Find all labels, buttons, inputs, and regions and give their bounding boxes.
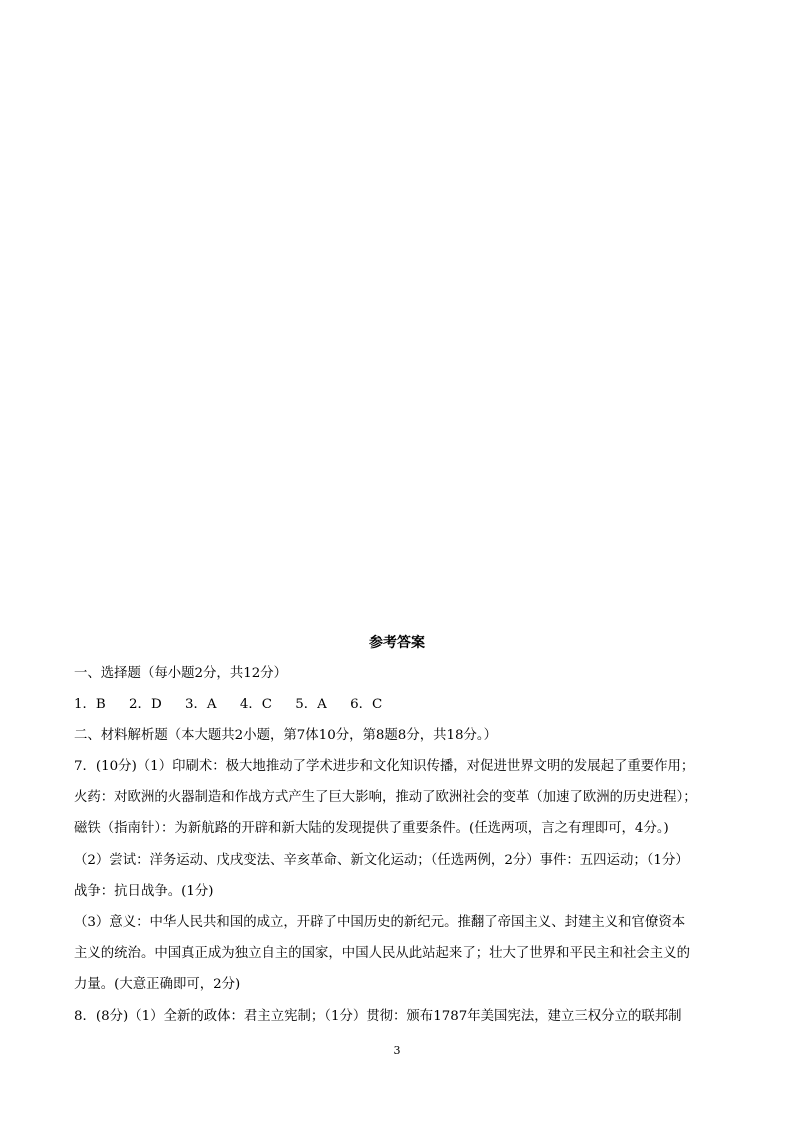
answer-text-line: 主义的统治。中国真正成为独立自主的国家，中国人民从此站起来了；壮大了世界和平民主和社会主义的 bbox=[74, 946, 690, 961]
answer-item: 1．B bbox=[74, 697, 106, 712]
answer-item: 3．A bbox=[184, 697, 217, 712]
answer-item: 5．A bbox=[295, 697, 327, 712]
answer-text-line: 8．(8分)（1）全新的政体：君主立宪制；（1分）贯彻：颁布1787年美国宪法，建立三权分立的联邦制 bbox=[74, 1009, 682, 1024]
answer-item: 4．C bbox=[239, 697, 272, 712]
page-number: 3 bbox=[393, 1044, 401, 1057]
answer-text-line: 磁铁（指南针）：为新航路的开辟和新大陆的发现提供了重要条件。(任选两项，言之有理即可，4分。) bbox=[74, 821, 669, 836]
answer-text-line: （3）意义：中华人民共和国的成立，开辟了中国历史的新纪元。推翻了帝国主义、封建主义和官僚资本 bbox=[74, 915, 686, 930]
section-heading-multiple-choice: 一、选择题（每小题2分，共12分） bbox=[74, 666, 288, 681]
answer-key-title: 参考答案 bbox=[369, 635, 425, 651]
answer-text-line: 战争：抗日战争。(1分) bbox=[74, 884, 214, 899]
answer-text-line: 力量。(大意正确即可，2分) bbox=[74, 977, 241, 992]
answer-text-line: 火药：对欧洲的火器制造和作战方式产生了巨大影响，推动了欧洲社会的变革（加速了欧洲的历史进程）； bbox=[74, 790, 697, 805]
answer-text-line: 7．(10分)（1）印刷术：极大地推动了学术进步和文化知识传播，对促进世界文明的发展起了重要作用； bbox=[74, 759, 695, 774]
multiple-choice-answers bbox=[74, 695, 734, 715]
answer-item: 6．C bbox=[350, 697, 383, 712]
section-heading-material-analysis: 二、材料解析题（本大题共2小题，第7体10分，第8题8分，共18分。） bbox=[74, 728, 498, 743]
answer-item: 2．D bbox=[129, 697, 162, 712]
answer-text-line: （2）尝试：洋务运动、戊戌变法、辛亥革命、新文化运动；（任选两例，2分）事件：五四运动；（1分） bbox=[74, 853, 689, 868]
